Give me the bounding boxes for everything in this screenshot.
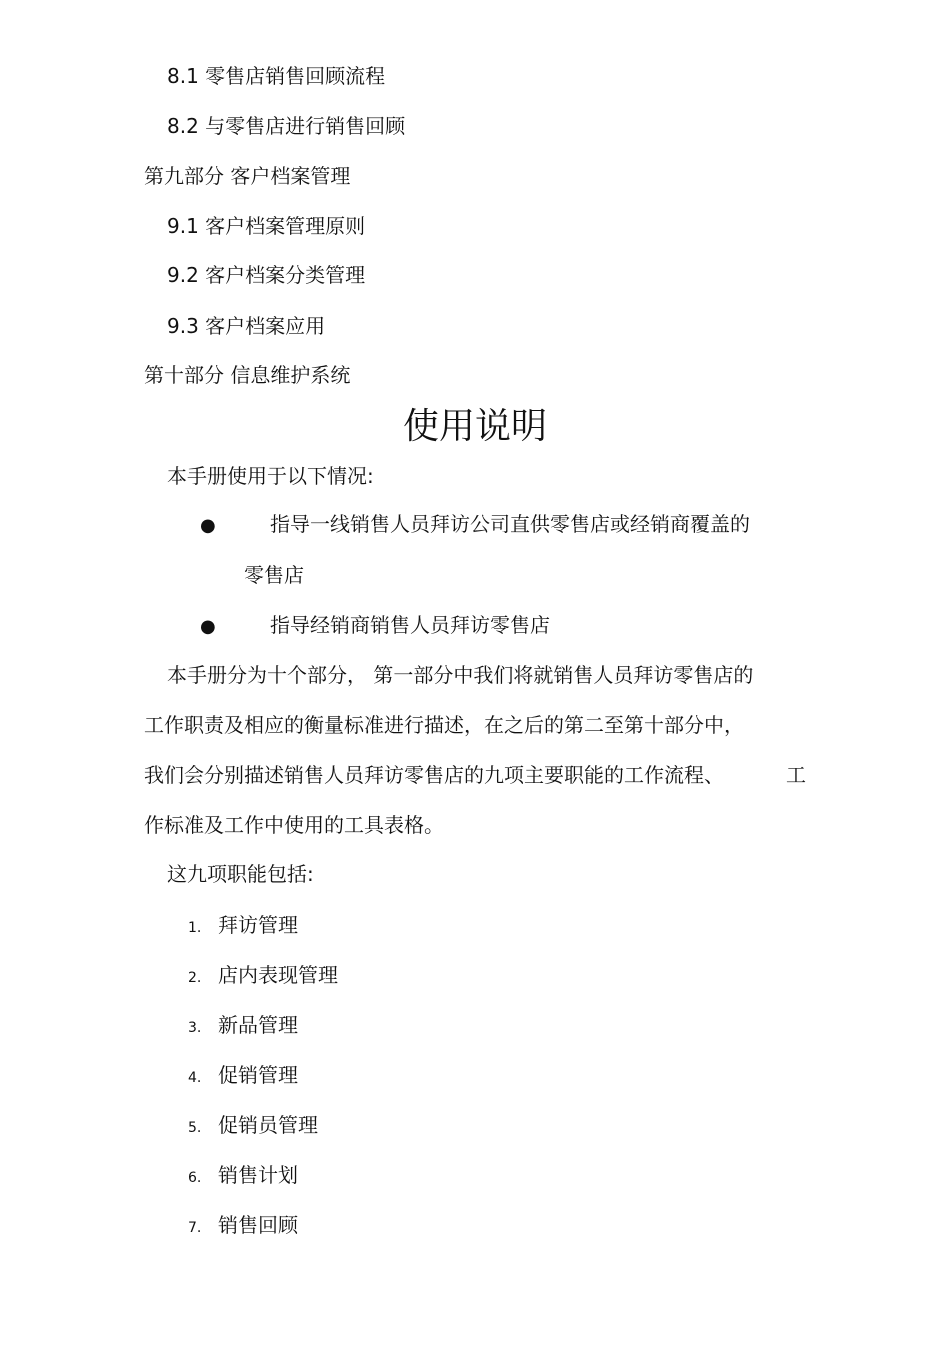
list-item: 销售回顾 (218, 1213, 298, 1237)
toc-item-8-1: 8.1 零售店销售回顾流程 (167, 64, 386, 88)
bullet-2: 指导经销商销售人员拜访零售店 (270, 613, 550, 637)
toc-item-9-3: 9.3 客户档案应用 (167, 314, 326, 338)
intro-text: 本手册使用于以下情况: (167, 464, 374, 488)
paragraph-line-1: 本手册分为十个部分， 第一部分中我们将就销售人员拜访零售店的 (167, 663, 754, 687)
bullet-1-line-2: 零售店 (244, 563, 304, 587)
toc-item-9-2: 9.2 客户档案分类管理 (167, 263, 366, 287)
list-number: 6. (188, 1170, 202, 1186)
bullet-icon: ● (200, 616, 216, 637)
list-item: 销售计划 (218, 1163, 298, 1187)
list-item: 店内表现管理 (218, 963, 338, 987)
list-number: 2. (188, 970, 202, 986)
list-number: 1. (188, 920, 202, 936)
paragraph-line-3-tail: 工 (786, 763, 806, 787)
functions-intro: 这九项职能包括: (167, 862, 314, 886)
section-title: 使用说明 (402, 406, 547, 447)
bullet-icon: ● (200, 515, 216, 536)
paragraph-line-3: 我们会分别描述销售人员拜访零售店的九项主要职能的工作流程、 (144, 763, 724, 787)
list-item: 促销员管理 (218, 1113, 318, 1137)
list-number: 4. (188, 1070, 202, 1086)
bullet-1-line-1: 指导一线销售人员拜访公司直供零售店或经销商覆盖的 (270, 512, 750, 536)
list-item: 新品管理 (218, 1013, 298, 1037)
paragraph-line-4: 作标准及工作中使用的工具表格。 (144, 813, 444, 837)
list-item: 拜访管理 (218, 913, 298, 937)
paragraph-line-2: 工作职责及相应的衡量标准进行描述，在之后的第二至第十部分中， (144, 713, 744, 737)
toc-item-8-2: 8.2 与零售店进行销售回顾 (167, 114, 406, 138)
list-item: 促销管理 (218, 1063, 298, 1087)
list-number: 7. (188, 1220, 202, 1236)
toc-part-9: 第九部分 客户档案管理 (144, 164, 351, 188)
list-number: 3. (188, 1020, 202, 1036)
toc-part-10: 第十部分 信息维护系统 (144, 363, 351, 387)
toc-item-9-1: 9.1 客户档案管理原则 (167, 214, 366, 238)
list-number: 5. (188, 1120, 202, 1136)
